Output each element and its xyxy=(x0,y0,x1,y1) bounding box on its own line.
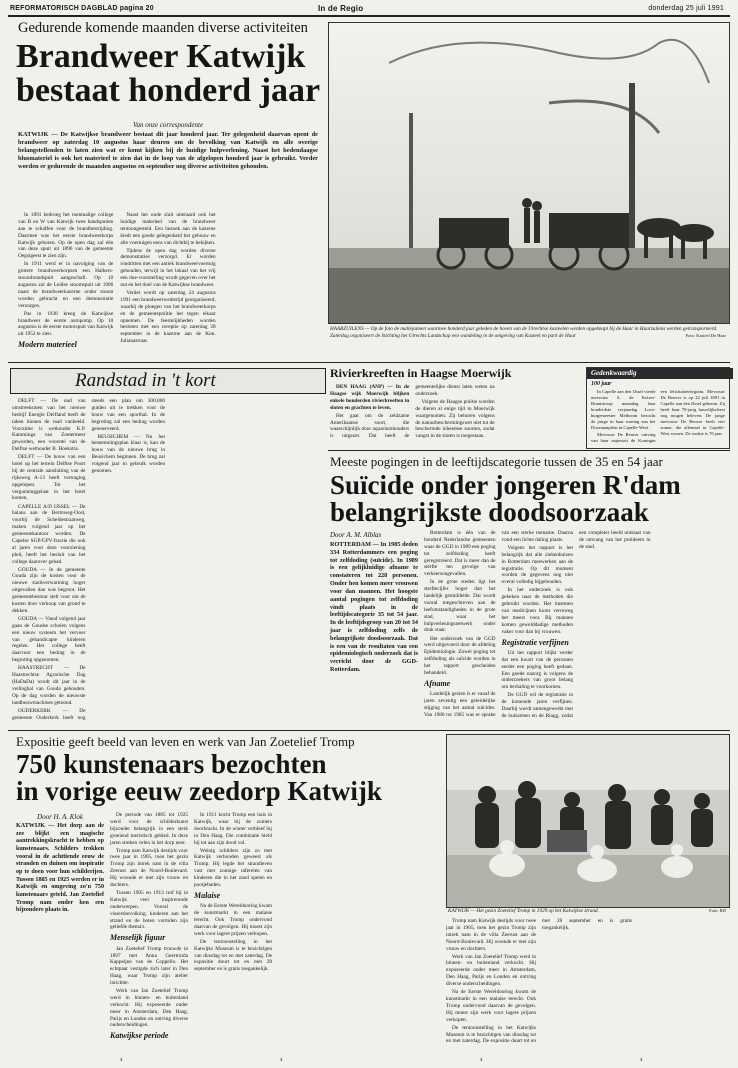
suicide-title-line2: belangrijkste doodsoorzaak xyxy=(330,497,649,527)
expositie-photo-image xyxy=(447,735,729,907)
randstad-item: DELFT — De oud van omstreeksmen van het nieuwe bedrijf Energie Delfland heeft de taken binnen de raad vanbeeld. Voorzitter is wethouder K.P. Kamminga van Zoetermeer geworden, een voorstel van de Delftse wethouder B. Hoekstra. xyxy=(12,398,86,453)
randstad-item: GOUDA — Vanaf volgend jaar gaan de Goudse scholen volgens een nieuw systeem het vervoer van gehandicapte kinderen regelen. Het college heeft daarvoor een bedrag in de begroting opgenomen. xyxy=(12,615,86,664)
section-rule xyxy=(8,362,730,363)
suicide-title-line1: Suïcide onder jongeren R'dam xyxy=(330,470,681,500)
brandweer-paragraph: Verder wordt op zaterdag 24 augustus 1991 een brandweerwedstrijd georganiseerd, waarbij de ploegen van het brandweerkorps en de gemeentepolitie het tegen elkaar opnemen. De feestelijkheden worden besloten met een receptie op zaterdag 28 september in de kazerne aan de Kon. Julianastraat. xyxy=(120,290,216,345)
masthead-section: In de Regio xyxy=(318,4,364,13)
brandweer-body xyxy=(18,212,318,362)
gedenkwaardig-subtitle: 100 jaar xyxy=(591,381,612,387)
brandweer-paragraph: Pas in 1930 kreeg de Katwijkse brandweer de eerste autopomp. Op 10 augustus is de eerste motorspuit van Katwijk uit 1952 te zien. xyxy=(18,310,114,338)
brandweer-lead: KATWIJK — De Katwijkse brandweer bestaat dit jaar honderd jaar. Ter gelegenheid daarvan opent de brandweer op zaterdag 10 augustus haar deuren om de bevolking van Katwijk en alle overige belangstellenden te laten zien wat er komt kijken bij de huidige hulpverlening. Naast het hedendaagse blusmateriel is ook het materieel te zien dat in de loop van de afgelopen honderd jaar is gebruikt. Verder worden er gedurende de maanden augustus en september nog diverse activiteiten gehouden. xyxy=(18,131,318,171)
footer-mark: 4 xyxy=(120,1058,123,1063)
suicide-paragraph: In het onderzoek is ook gekeken naar de methoden die gebruikt worden. Het innemen van medicijnen komt verreweg het meest voor. Bij mannen komen gewelddadige methoden vaker voor dan bij vrouwen. xyxy=(501,587,573,635)
expositie-headline xyxy=(16,751,436,805)
expositie-body xyxy=(110,812,440,1057)
brandweer-photo-credit: Foto: Kasteel De Haar xyxy=(685,332,726,338)
brandweer-subhead: Modern materieel xyxy=(18,340,77,350)
brandweer-title-line2: bestaat honderd jaar xyxy=(16,72,321,109)
randstad-header-box xyxy=(10,368,326,394)
rivier-paragraph: DEN HAAG (ANP) — In de Haagse wijk Moerwijk blijken enkele honderden rivierkreeften in sloten en grachten te leven. xyxy=(330,384,410,411)
randstad-item: HAASTRECHT — De Haastrechtse Agrarische Dag (HaDaDa) wordt dit jaar in de veilinghal van Gouda gehouden. Op de dag worden de nieuwste landbouwmachines getoond. xyxy=(12,665,86,706)
suicide-paragraph: Rotterdam is één van de honderd Nederlandse gemeenten waar de GGD in 1989 een poging tot zelfdoding heeft geregistreerd. Dat is meer dan de stérfte ten gevolge van verkeersongevallen. xyxy=(424,530,496,578)
suicide-paragraph: Uit het rapport blijkt verder dat een kwart van de personen eerder een poging heeft gedaan. Een goede nazorg is volgens de onderzoekers van groot belang om herhaling te voorkomen. xyxy=(501,649,573,691)
expositie-photo xyxy=(446,734,730,908)
expositie-paragraph: Tromp nam Katwijk destijds voor twee jaar in 1905, toen het gezin Tromp zijn intrek nam in de villa Zeerust aan de Noord-Boulevard. Hij woonde er met zijn vrouw en dochters. xyxy=(446,918,536,952)
suicide-body xyxy=(424,530,728,726)
brandweer-title-line1: Brandweer Katwijk xyxy=(16,38,306,75)
expositie-paragraph: Na de Eerste Wereldoorlog kwam de kunstmarkt in een malaise terecht. Ook Tromp ondervond daarvan de gevolgen. Hij moest zijn werk voor lagere prijzen verkopen. xyxy=(446,989,536,1023)
expositie-photo-caption-text: KATWIJK — Het gezin Zoetelief Tromp in 1929 op het Katwijkse strand. xyxy=(448,908,599,914)
expositie-paragraph: Tromp nam Katwijk destijds voor twee jaar in 1905, toen het gezin Tromp zijn intrek nam in de villa Zeerust aan de Noord-Boulevard. Hij woonde er met zijn vrouw en dochters. xyxy=(110,847,188,888)
expositie-kicker: Expositie geeft beeld van leven en werk van Jan Zoetelief Tromp xyxy=(16,734,355,749)
expositie-paragraph: Weinig schilders zijn zo met Katwijk verbonden geweest als Tromp. Hij legde het strandleven vast met zonnige taferelen van kinderen die in het zand spelen en pootjebaden. xyxy=(194,847,272,888)
masthead-date: donderdag 25 juli 1991 xyxy=(648,5,724,12)
suicide-kicker: Meeste pogingen in de leeftijdscategorie tussen de 35 en 54 jaar xyxy=(330,454,663,469)
suicide-subhead: Afname xyxy=(424,678,451,688)
expositie-lead: KATWIJK — Het dorp aan de zee blijkt een magische aantrekkingskracht te hebben op kunstenaars. Schilders trokken vooral in de achttiende eeuw de stranden en duinen om inspiratie op te doen voor hun schilderijen. Tussen 1885 en 1925 werden er in Katwijk en omgeving zo'n 750 kunstenaars geteld. Jan Zoetelief Tromp nam onder hen een bijzondere plaats in. xyxy=(16,823,104,914)
expositie-title-line2: in vorige eeuw zeedorp Katwijk xyxy=(16,776,382,806)
suicide-paragraph: Volgens het rapport is het belangrijk dat alle ziekenhuizen in Rotterdam meewerken aan de registratie. Op dit moment worden de gegevens nog niet overal volledig bijgehouden. xyxy=(501,544,573,586)
brandweer-photo xyxy=(328,22,730,324)
expositie-subhead: Katwijkse periode xyxy=(110,1031,169,1041)
expositie-title-line1: 750 kunstenaars bezochten xyxy=(16,749,327,779)
brandweer-headline xyxy=(16,40,326,108)
brandweer-byline: Van onze correspondente xyxy=(132,121,204,129)
suicide-lead: ROTTERDAM — In 1985 deden 334 Rotterdammers een poging tot zelfdoding (suïcide). In 1989 is een gelijkluidige afname te constateren tot 228 personen. Onder hen komen meer vrouwen voor dan mannen. Het hoogste aantal pogingen tot zelfdoding vindt plaats in de leeftijdscategorie 35 tot 54 jaar. In de leeftijdsgroep van 20 tot 34 jaar is zelfdoding zelfs de belangrijkste doodsoorzaak. Dat is een van de resultaten van een epidemiologisch onderzoek dat is verricht door de GGD-Rotterdam. xyxy=(330,541,418,673)
suicide-paragraph: In de grote steden ligt het sterftecijfer hoger dan het landelijk gemiddelde. Dat wordt vooral toegeschreven aan de leefomstandigheden in de grote stad, waar het hulpverleningsnetwerk onder druk staat. xyxy=(424,579,496,634)
expositie-subhead: Malaise xyxy=(194,890,221,900)
suicide-subhead: Registratie verfijnen xyxy=(501,637,569,647)
randstad-item: GOUDA — In de gemeente Gouda zijn de kosten voor de nieuwe stadsverwarming hoger uitgevallen dan was begroot. Het gemeentebestuur stelt voor om de kosten door verkoop van grond te dekken. xyxy=(12,566,86,614)
suicide-paragraph: De GGD wil de registratie in de komende jaren verfijnen. Daarbij wordt samengewerkt met de huisartsen en de Riagg, zodat een completer beeld ontstaat van de omvang van het probleem in de stad. xyxy=(501,530,651,719)
expositie-body-continued xyxy=(446,918,728,1058)
expositie-paragraph: In 1911 kocht Tromp een huis in Katwijk, waar hij de zomers doorbracht. In de winter verbleef hij in Den Haag. Die combinatie hield hij tot aan zijn dood vol. xyxy=(194,812,272,846)
footer-mark: 4 xyxy=(480,1058,483,1063)
suicide-byline: Door A. M. Alblas xyxy=(330,531,382,539)
brandweer-paragraph: Naast het oude sluit uiteraard ook het huidige materieel van de brandweer tentoongesteld. Een bezoek aan de kazerne biedt een goede gelegenheid het gebouw en alle voertuigen eens van dichtbij te bekijken. xyxy=(120,212,216,246)
masthead-paper: REFORMATORISCH DAGBLAD pagina 20 xyxy=(10,5,154,12)
brandweer-paragraph: In 1891 bedroeg het toenmalige college van B en W van Katwijk twee handspuiten aan te schaffen voor de brandbestrijding. Daarmee was het eerste brandweerkorps Katwijk geboren. Op de open dag zal één van deze spuit uit 1896 van de gemeente Oegstgeest te zien zijn. xyxy=(18,212,114,260)
rivier-paragraph: Volgens de Haagse politie worden de dieren al enige tijd in Moerwijk waargenomen. Zij behoren volgens de natuurbeschermingswet niet tot de beschermde inheemse soorten, zodat vangst in de sloten is toegestaan. xyxy=(415,398,495,440)
randstad-item: BEUSICHEM — Nu het bestemmingsplan klaar is, kan de bouw van de nieuwe brug in Beusichem beginnen. De brug zal volgend jaar in gebruik worden genomen. xyxy=(91,433,165,474)
randstad-body xyxy=(12,398,324,728)
brandweer-photo-image xyxy=(329,23,729,323)
suicide-headline xyxy=(330,472,730,526)
brandweer-paragraph: Tijdens de open dag worden diverse demonstraties verzorgd. Er worden rondritten met een antiek brandweervoertuig gehouden, terwijl in het lokaal van het vrij een doe-voorstelling wordt gegeven over het nut en het doel van de Katwijkse brandweer. xyxy=(120,247,216,288)
section-rule xyxy=(8,730,730,731)
gedenkwaardig-box xyxy=(586,367,730,449)
expositie-paragraph: De tentoonstelling in het Katwijks Museum is te bezichtigen van dinsdag tot en met zaterdag. De expositie duurt tot en met 28 september en is gratis toegankelijk. xyxy=(194,938,272,973)
expositie-paragraph: Werk van Jan Zoetelief Tromp werd in binnen- en buitenland verkocht. Hij exposeerde onder meer in Amsterdam, Den Haag, Parijs en Londen en ontving diverse onderscheidingen. xyxy=(110,988,188,1029)
expositie-paragraph: De tentoonstelling in het Katwijks Museum is te bezichtigen van dinsdag tot en met zaterdag. De expositie duurt tot en met 28 september en is gratis toegankelijk. xyxy=(446,918,632,1045)
footer-mark: 4 xyxy=(640,1058,643,1063)
randstad-item: CAPELLE A/D IJSSEL — De balans aan de Bermweg-Oost, voorbij de Scheldestraatweg, maken volgend jaar op het gemeentekantoor worden. De Capelse SGP/GPV-fractie die ook al jaren voor deze voorziening pleit, heeft het besluit van het college daarover gehad. xyxy=(12,503,86,565)
gedenkwaardig-header: Gedenkwaardig xyxy=(587,368,733,379)
brandweer-paragraph: In 1911 werd er in navolging van de grotere brandweerkorpsen een Halkers-stoombrandspuit aangeschaft. Op 10 augustus zal de Leidse stoomspuit uit 1906 naast de brandweerkazerne onder stoom worden gebracht en een demonstratie verzorgen. xyxy=(18,261,114,309)
expositie-paragraph: Werk van Jan Zoetelief Tromp werd in binnen- en buitenland verkocht. Hij exposeerde onder meer in Amsterdam, Den Haag, Parijs en Londen en ontving diverse onderscheidingen. xyxy=(446,953,536,988)
brandweer-photo-caption xyxy=(330,326,726,339)
footer-mark: 4 xyxy=(280,1058,283,1063)
rivier-title: Rivierkreeften in Haagse Moerwijk xyxy=(330,366,512,380)
expositie-paragraph: Jan Zoetelief Tromp trouwde in 1897 met Anna Geertruida Kappeijne van de Coppello. Het echtpaar vestigde zich later in Den Haag, waar Tromp zijn atelier inrichtte. xyxy=(110,945,188,987)
masthead-rule xyxy=(8,15,730,17)
expositie-photo-credit: Foto: RD xyxy=(709,908,726,913)
rivier-body xyxy=(330,384,580,444)
randstad-item: DELFT — De bouw van een hotel op het terrein Delftse Poort bij de centrale aansluiting van de rijksweg A-13 heeft vertraging opgelopen. Tot het vergunninggelaat in het hotel komen. xyxy=(12,454,86,502)
rivier-paragraph: Het gaat om de zeldzame Amerikaanse soort, die waarschijnlijk door aquariumhouders is uitgezet. Dat heeft de gemeentelijke dienst laten weten na onderzoek. xyxy=(330,384,495,440)
expositie-byline: Door H. A. Klok xyxy=(37,813,83,821)
randstad-item: OUDERKERK — De gemeente Ouderkerk heeft nog steeds een plan om 300.000 gulden uit te trekken voor de bouw van een sporthal. In de begroting zal een bedrag worden gereserveerd. xyxy=(12,398,165,721)
brandweer-photo-caption-text: HAARZUILENS — Op de foto de mallejannen waarmee honderd jaar geleden de hoven van de Utrechtse kasteelen werden opgeknapt bij de Haar in Haarzuilens werden getransporteerd. Zaterdag organiseert de Stichting het Utrechts Landschap een wandeling in de omgeving van Kasteel en park de Haar xyxy=(330,326,718,339)
suicide-paragraph: Landelijk gezien is er vanaf de jaren zeventig een geleidelijke stijging van het aantal suïcides. Van 1980 tot 1985 was er sprake van een sterke toename. Daarna vond een lichte daling plaats. xyxy=(424,530,573,718)
section-rule xyxy=(328,450,730,451)
expositie-paragraph: De periode van 1885 tot 1925 werd voor de schilderkunst bijzonder belangrijk in een sterk groeiend toeristisch gebied. In deze jaren streken velen in het dorp neer. xyxy=(110,812,188,846)
gedenkwaardig-paragraph: In Capelle aan den IJssel vierde mevrouw A. de Keizer-Brantstroop maandag haar honderdste verjaardag. Loco-burgemeester Melboom bezocht de jarige in haar woning aan het Doormanplein in Capelle-West. xyxy=(591,389,656,430)
expositie-paragraph: Na de Eerste Wereldoorlog kwam de kunstmarkt in een malaise terecht. Ook Tromp ondervond daarvan de gevolgen. Hij moest zijn werk voor lagere prijzen verkopen. xyxy=(194,903,272,937)
expositie-photo-caption xyxy=(448,908,726,915)
expositie-subhead: Menselijk figuur xyxy=(110,933,166,943)
brandweer-kicker: Gedurende komende maanden diverse activiteiten xyxy=(18,20,308,36)
gedenkwaardig-paragraph: Mevrouw De Reuver ontving van haar majesteit de Koningin een felicitatietelegram. Mevrouw De Reuver is op 22 juli 1891 in Capelle aan den IJssel geboren. Zij heeft haar 70-jarig huwelijksfeest nog mogen beleven. De jarige mevrouw De Reuver heeft vier zonen, die allemaal in Capelle-West wonen. De oudste is 76 jaar. xyxy=(591,389,725,443)
expositie-paragraph: Tussen 1905 en 1913 trof hij in Katwijk veel inspirerende onderwerpen. Vooral de vissersbevolking, kinderen aan het strand en de boten vormden zijn geliefde thema's. xyxy=(110,890,188,931)
gedenkwaardig-body xyxy=(591,389,725,446)
suicide-paragraph: Het onderzoek van de GGD werd uitgevoerd door de afdeling Epidemiologie. Zowel poging tot zelfdoding als suïcide worden in het rapport gescheiden behandeld. xyxy=(424,635,496,676)
randstad-header: Randstad in 't kort xyxy=(75,370,216,391)
